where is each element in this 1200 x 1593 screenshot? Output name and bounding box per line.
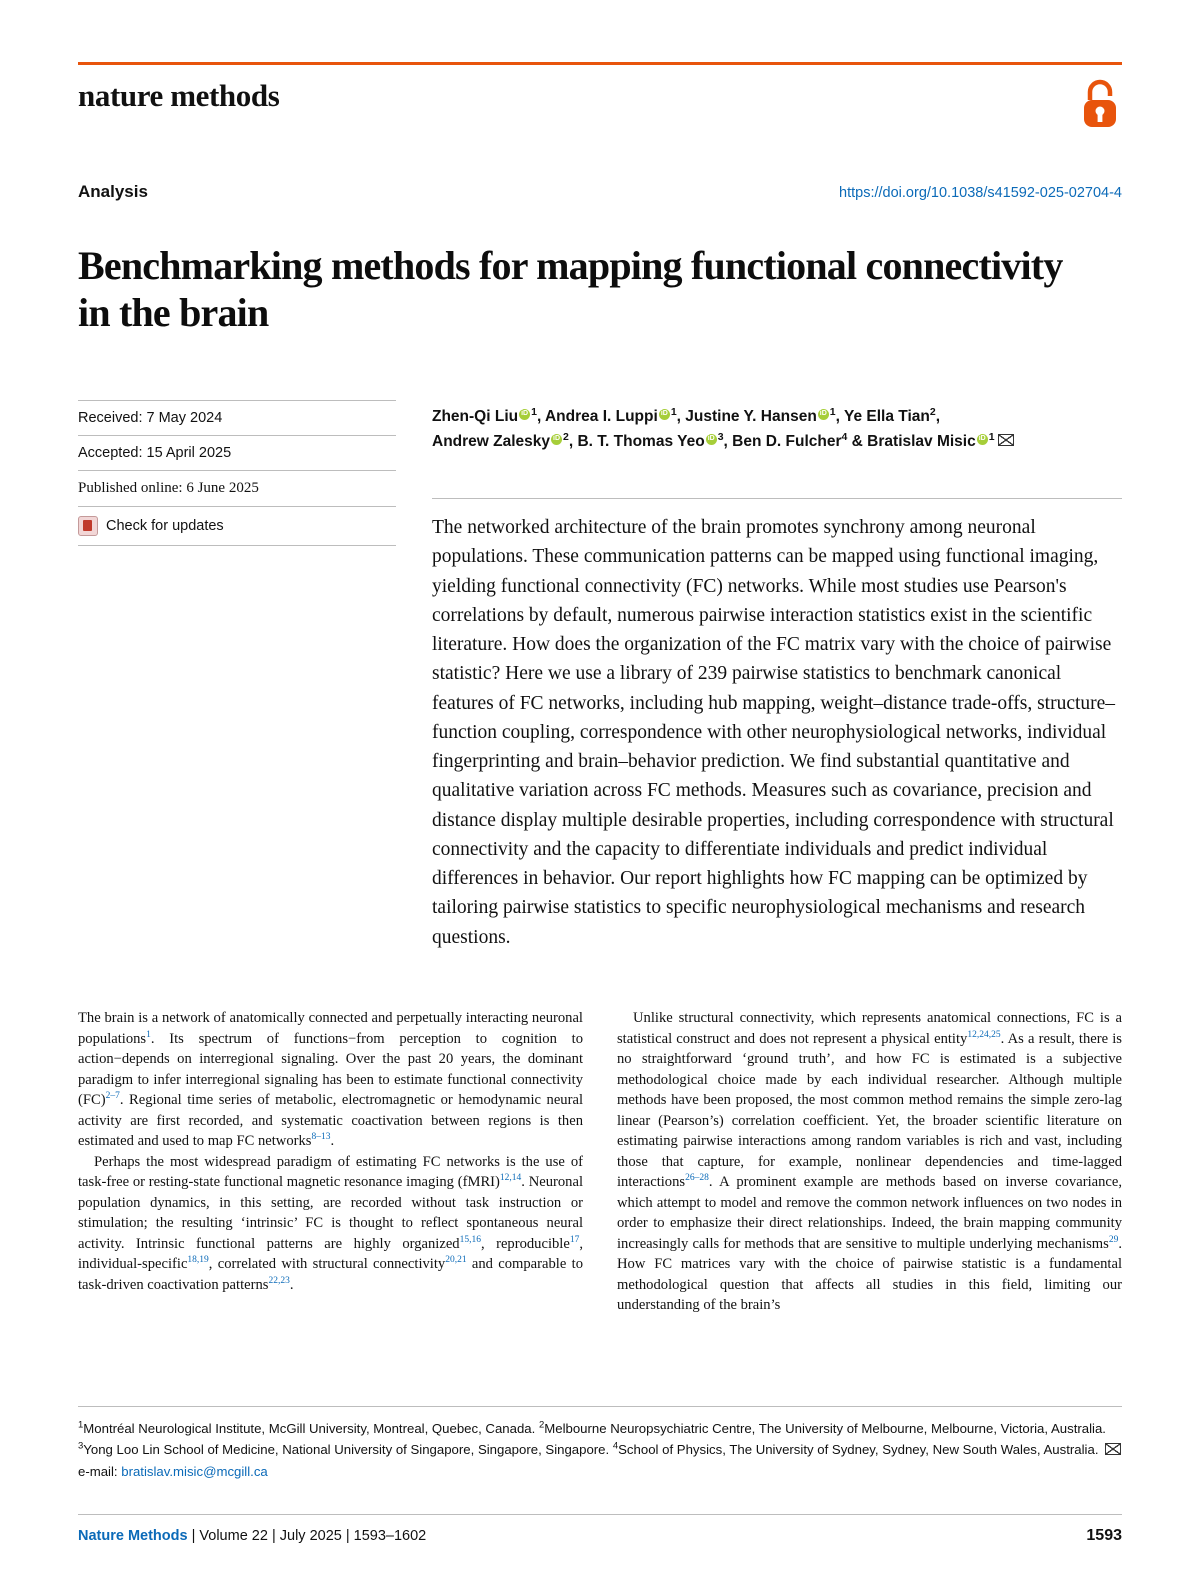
orcid-icon[interactable] (977, 434, 988, 445)
paragraph: The brain is a network of anatomically connected and perpetually interacting neuronal populations$^1$. Its spectrum of functions−from perception to cognition to action−depends on interregional signaling. Over the past 20 years, the dominant paradigm to infer interregional signaling has been to estimate functional connectivity (FC)$^{2-7}$. Regional time series of metabolic, electromagnetic or hemodynamic neural activity are first recorded, and systematic coactivation between regions is then estimated and used to map FC networks$^{8-13}$. (78, 1010, 583, 1149)
body-column-right (617, 1008, 1122, 1316)
paragraph: Unlike structural connectivity, which represents anatomical connections, FC is a statistical construct and does not represent a physical entity$^{12,24,25}$. As a result, there is no straightforward ‘ground truth’, and how FC is estimated is a subjective methodological choice made by each individual researcher. Although multiple methods have been proposed, the most common method remains the simple zero-lag linear (Pearson’s) correlation coefficient. Yet, the broader scientific literature on estimating pairwise interactions among random variables is rich and vast, including those that capture, for example, nonlinear dependencies and time-lagged interactions$^{26-28}$. A prominent example are methods based on inverse covariance, which attempt to model and remove the common network influences on two nodes in order to emphasize their direct relationships. Indeed, the brain mapping community increasingly calls for methods that are sensitive to multiple underlying mechanisms$^{29}$. How FC matrices vary with the choice of pairwise statistic is a fundamental methodological question that affects all studies in this field, limiting our understanding of the brain’s (617, 1010, 1122, 1313)
abstract: The networked architecture of the brain promotes synchrony among neuronal populations. These communication patterns can be mapped using functional imaging, yielding functional connectivity (FC) networks. While most studies use Pearson's correlations by default, numerous pairwise interaction statistics exist in the scientific literature. How does the organization of the FC matrix vary with the choice of pairwise statistic? Here we use a library of 239 pairwise statistics to benchmark canonical features of FC networks, including hub mapping, weight–distance trade-offs, structure–function coupling, correspondence with other neurophysiological networks, individual fingerprinting and brain–behavior prediction. We find substantial quantitative and qualitative variation across FC methods. Measures such as covariance, precision and distance display multiple desirable properties, including correspondence with structural connectivity and the capacity to differentiate individuals and predict individual differences in behavior. Our report highlights how FC mapping can be optimized by tailoring pairwise statistics to specific neurophysiological mechanisms and research questions. (432, 498, 1122, 952)
orcid-icon[interactable] (519, 409, 530, 420)
email-icon[interactable] (998, 434, 1014, 446)
received-date: Received: 7 May 2024 (78, 400, 396, 435)
page-footer (78, 1514, 1122, 1545)
email-label: e-mail: (78, 1463, 118, 1479)
page-title: Benchmarking methods for mapping functional connectivity in the brain (78, 242, 1063, 335)
check-for-updates[interactable] (78, 506, 396, 546)
article-type-row (78, 182, 1122, 202)
orcid-icon[interactable] (551, 434, 562, 445)
open-access-lock-icon (1078, 78, 1122, 130)
paragraph: Perhaps the most widespread paradigm of estimating FC networks is the use of task-free or resting-state functional magnetic resonance imaging (fMRI)$^{12,14}$. Neuronal population dynamics, in this setting, are recorded without task instruction or stimulation; the resulting ‘intrinsic’ FC is thought to reflect spontaneous neural activity. Intrinsic functional patterns are highly organized$^{15,16}$, reproducible$^{17}$, individual-specific$^{18,19}$, correlated with structural connectivity$^{20,21}$ and comparable to task-driven coactivation patterns$^{22,23}$. (78, 1153, 584, 1293)
author-line-2: Andrew Zalesky iD $^2$, B. T. Thomas Yeo iD $^3$, Ben D. Fulcher$^4$ & Bratislav Misic iD $^1$ (432, 429, 1122, 454)
footer-citation (78, 1528, 426, 1544)
check-for-updates-label: Check for updates (106, 518, 224, 534)
accepted-date: Accepted: 15 April 2025 (78, 435, 396, 470)
orcid-icon[interactable] (659, 409, 670, 420)
doi-link[interactable]: https://doi.org/10.1038/s41592-025-02704-4 (839, 185, 1122, 201)
orcid-icon[interactable] (706, 434, 717, 445)
body-columns (78, 1008, 1122, 1316)
footer-journal-name[interactable]: Nature Methods (78, 1528, 188, 1544)
affiliations (78, 1406, 1122, 1482)
page-number: 1593 (1086, 1527, 1122, 1544)
published-date: Published online: 6 June 2025 (78, 470, 396, 506)
journal-masthead: nature methods (78, 78, 280, 113)
corresponding-email-link[interactable]: bratislav.misic@mcgill.ca (121, 1463, 268, 1479)
author-line-1: Zhen-Qi Liu iD $^1$, Andrea I. Luppi iD $^1$, Justine Y. Hansen iD $^1$, Ye Ella Tian$^2$, (432, 404, 1122, 429)
article-type: Analysis (78, 182, 148, 201)
article-dates (78, 400, 396, 546)
body-column-left (78, 1008, 583, 1316)
affiliations-text: $^1$Montréal Neurological Institute, McGill University, Montreal, Quebec, Canada. $^2$Melbourne Neuropsychiatric Centre, The University of Melbourne, Melbourne, Victoria, Australia. $^3$Yong Loo Lin School of Medicine, National University of Singapore, Singapore, Singapore. $^4$School of Physics, The University of Sydney, Sydney, New South Wales, Australia. (78, 1419, 1106, 1458)
crossmark-icon (78, 516, 98, 536)
author-list (432, 404, 1122, 454)
email-icon (1105, 1443, 1121, 1455)
orcid-icon[interactable] (818, 409, 829, 420)
top-accent-rule (78, 62, 1122, 65)
footer-citation-text: | Volume 22 | July 2025 | 1593–1602 (191, 1528, 427, 1544)
